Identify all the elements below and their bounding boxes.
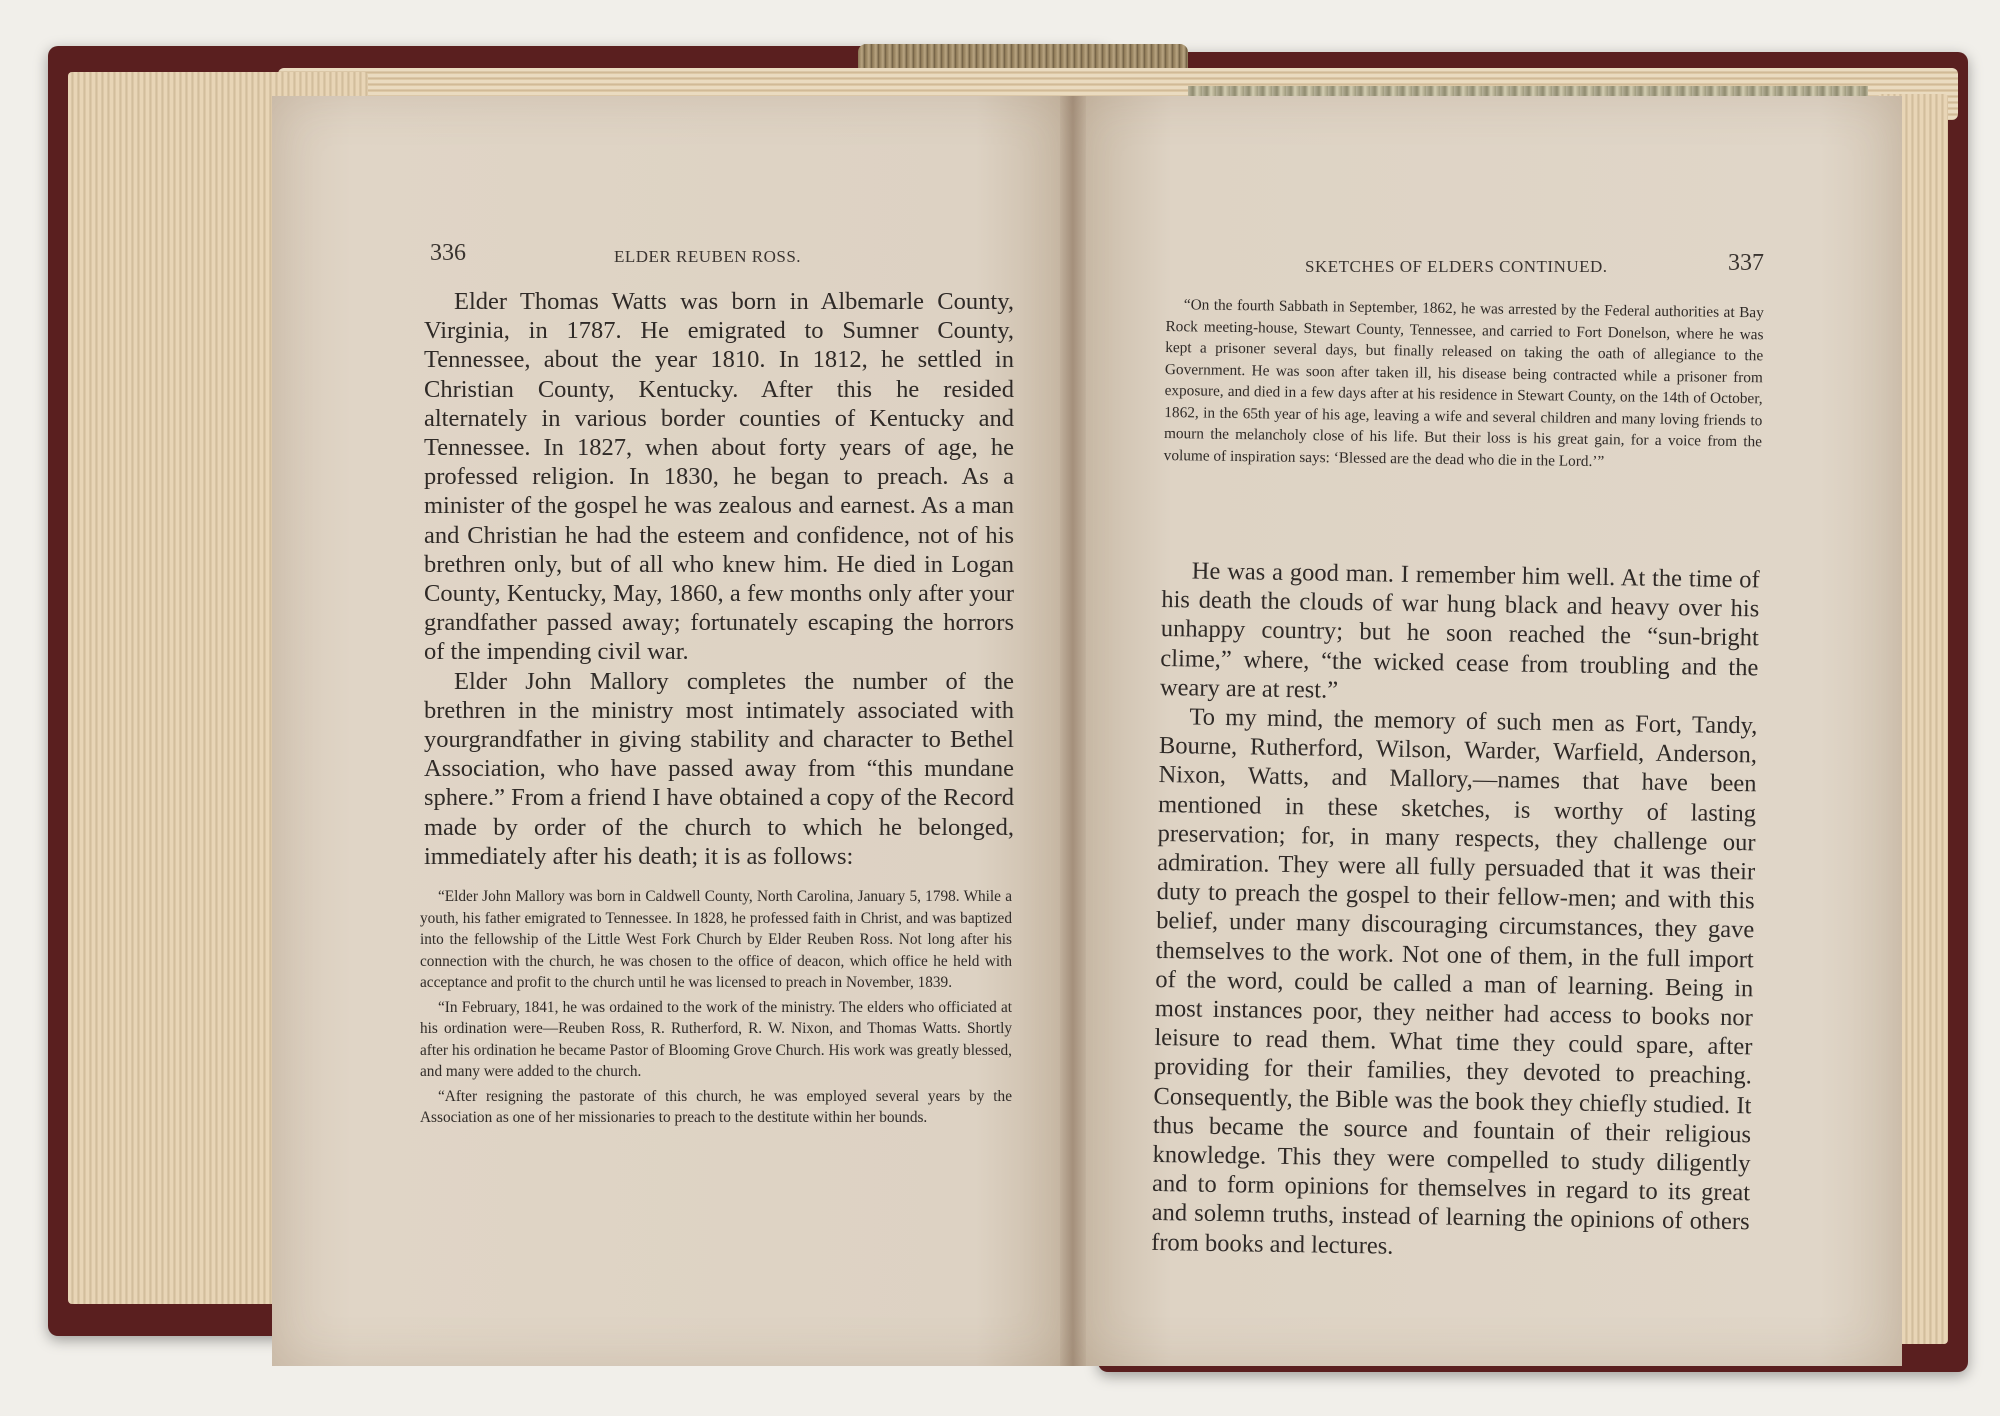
quote-paragraph: “After resigning the pastorate of this church, he was employed several years by the Association as one of her missionaries to preach to the destitute within her bounds. [420,1087,1012,1126]
quote-paragraph: “Elder John Mallory was born in Caldwell County, North Carolina, January 5, 1798. While a youth, his father emigrated to Tennessee. In 1828, he professed faith in Christ, and was baptized into the fellowship of the Little West Fork Church by Elder Reuben Ross. Not long after his connection with the church, he was chosen to the office of deacon, which office he held with acceptance and profit to the church until he was licensed to preach in November, 1839. [420,888,1012,991]
right-main-text [1151,556,1760,1266]
right-running-head: SKETCHES OF ELDERS CONTINUED. [1305,257,1608,276]
paragraph-john-mallory: Elder John Mallory completes the number of the brethren in the ministry most intimately associated with yourgrandfather in giving stability and character to Bethel Association, who have passed away from “this mundane sphere.” From a friend I have obtained a copy of the Record made by order of the church to which he belonged, immediately after his death; it is as follows: [424,667,1014,870]
left-page-number: 336 [430,240,466,266]
left-main-text [424,287,1014,871]
right-quoted-record [1164,294,1764,474]
quote-paragraph: “In February, 1841, he was ordained to the work of the ministry. The elders who officiated at his ordination were—Reuben Ross, R. Rutherford, R. W. Nixon, and Thomas Watts. Shortly after his ordination he became Pastor of Blooming Grove Church. His work was greatly blessed, and many were added to the church. [420,998,1012,1080]
paragraph-thomas-watts: Elder Thomas Watts was born in Albemarle County, Virginia, in 1787. He emigrated to Sumner County, Tennessee, about the year 1810. In 1812, he settled in Christian County, Kentucky. After this he resided alternately in various border counties of Kentucky and Tennessee. In 1827, when about forty years of age, he professed religion. In 1830, he began to preach. As a minister of the gospel he was zealous and earnest. As a man and Christian he had the esteem and confidence, not of his brethren only, but of all who knew him. He died in Logan County, Kentucky, May, 1860, a few months only after your grandfather passed away; fortunately escaping the horrors of the impending civil war. [424,288,1014,666]
left-running-head: ELDER REUBEN ROSS. [614,247,802,266]
book-gutter [1060,96,1086,1366]
quote-paragraph: “On the fourth Sabbath in September, 1862, he was arrested by the Federal authorities at Bay Rock meeting-house, Stewart County, Tennessee, and carried to Fort Donelson, where he was kept a prisoner several days, but finally released on taking the oath of allegiance to the Government. He was soon after taken ill, his disease being contracted while a prisoner from exposure, and died in a few days after at his residence in Stewart County, on the 14th of October, 1862, in the 65th year of his age, leaving a wife and several children and many loving friends to mourn the melancholy close of his life. But their loss is his great gain, for a voice from the volume of inspiration says: ‘Blessed are the dead who die in the Lord.’” [1163,296,1764,470]
paragraph-memory: To my mind, the memory of such men as Fort, Tandy, Bourne, Rutherford, Wilson, Warder, Warfield, Anderson, Nixon, Watts, and Mallory,—names that have been mentioned in these sketches, is worthy of lasting preservation; for, in many respects, they challenge our admiration. They were all fully persuaded that it was their duty to preach the gospel to their fellow-men; and with this belief, under many discouraging circumstances, they gave themselves to the work. Not one of them, in the full import of the word, could be called a man of learning. Being in most instances poor, they neither had access to books nor leisure to read them. What time they could spare, after providing for their families, they devoted to preaching. Consequently, the Bible was the book they chiefly studied. It thus became the source and fountain of their religious knowledge. This they were compelled to study diligently and to form opinions for themselves in regard to its great and solemn truths, instead of learning the opinions of others from books and lectures. [1151,703,1758,1260]
paragraph-good-man: He was a good man. I remember him well. At the time of his death the clouds of war hung black and heavy over his unhappy country; but he soon reached the “sun-bright clime,” where, “the wicked cease from troubling and the weary are at rest.” [1159,557,1760,704]
right-page-number: 337 [1728,250,1764,276]
left-quoted-record [420,886,1012,1129]
